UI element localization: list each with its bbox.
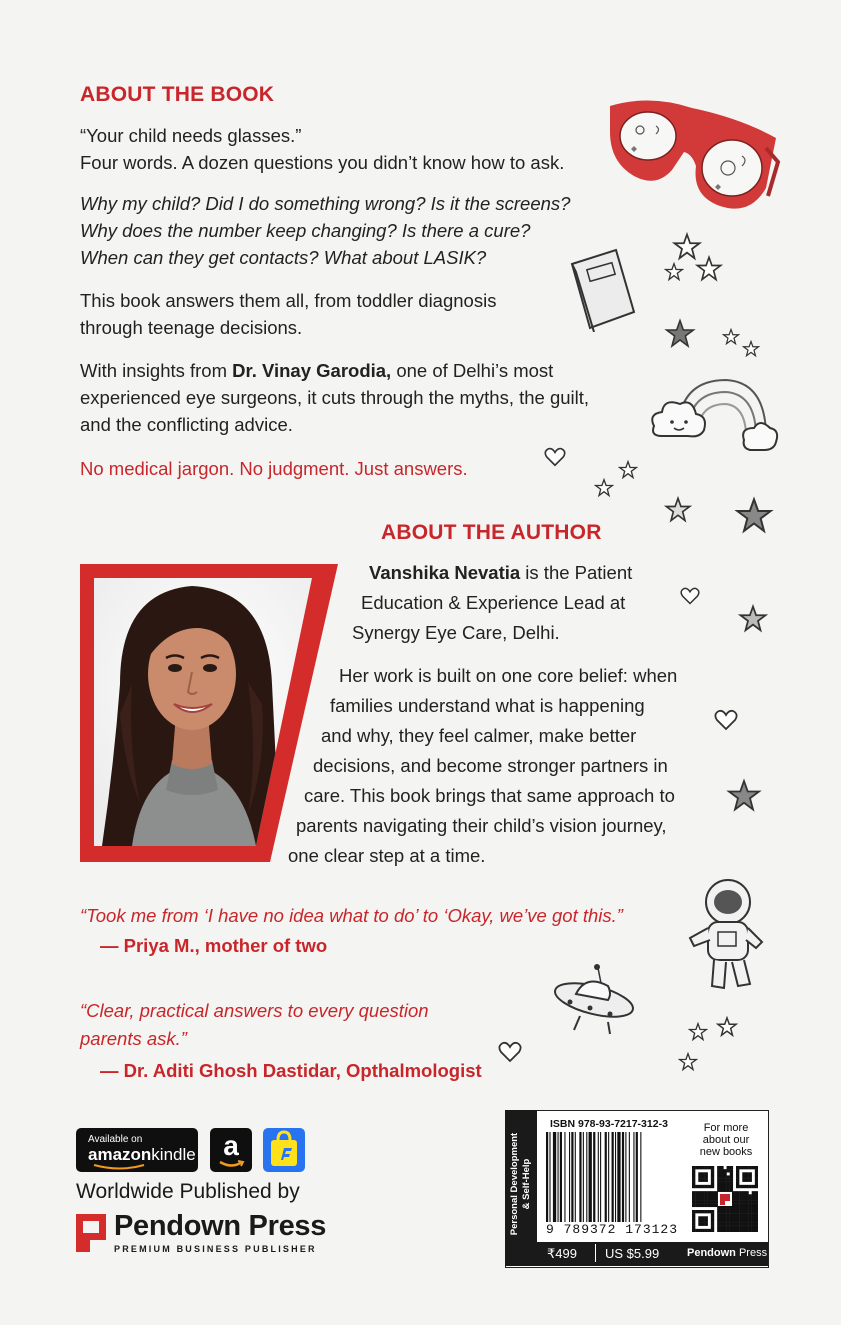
tagline: No medical jargon. No judgment. Just answers. — [80, 458, 468, 479]
barcode-digits: 9 789372 173123 — [546, 1222, 679, 1237]
testimonial-quote-2-line-1: “Clear, practical answers to every question — [80, 1000, 429, 1021]
price-divider — [595, 1244, 596, 1262]
author-para-line: and why, they feel calmer, make better — [321, 725, 637, 746]
more-books-text — [688, 1122, 764, 1158]
category-label — [509, 1118, 533, 1250]
star-icon — [664, 318, 696, 350]
insights-line-3: and the conflicting advice. — [80, 414, 293, 435]
isbn-text: ISBN 978-93-7217-312-3 — [550, 1118, 668, 1130]
about-book-heading: ABOUT THE BOOK — [80, 83, 275, 106]
intro-block — [80, 122, 640, 176]
star-icon — [738, 604, 768, 634]
isbn-barcode — [546, 1132, 674, 1222]
testimonial-quote-1: “Took me from ‘I have no idea what to do’ to ‘Okay, we’ve got this.” — [80, 905, 623, 926]
intro-line-2: Four words. A dozen questions you didn’t know how to ask. — [80, 152, 565, 173]
amazon-app-icon[interactable] — [210, 1128, 252, 1172]
ufo-doodle-icon — [546, 962, 636, 1038]
author-line-3: Synergy Eye Care, Delhi. — [352, 622, 560, 643]
insights-block — [80, 357, 640, 438]
price-inr: ₹499 — [547, 1246, 577, 1261]
publisher-tagline: PREMIUM BUSINESS PUBLISHER — [114, 1244, 317, 1254]
kindle-badge-small: Available on — [88, 1134, 143, 1145]
author-name: Vanshika Nevatia — [369, 562, 521, 583]
price-bar-publisher-rest: Press — [735, 1247, 768, 1259]
insights-doctor-name: Dr. Vinay Garodia, — [232, 360, 392, 381]
author-line-2: Education & Experience Lead at — [361, 592, 626, 613]
insights-line-1 — [80, 357, 640, 384]
red-glasses-icon — [600, 92, 784, 214]
kindle-brand-kindle: kindle — [151, 1145, 196, 1164]
price-usd: US $5.99 — [605, 1246, 660, 1261]
price-bar-publisher-bold: Pendown — [687, 1247, 736, 1259]
more-books-line: For more — [703, 1122, 749, 1134]
answers-block — [80, 287, 640, 341]
kindle-brand-amazon: amazon — [88, 1145, 152, 1164]
flipkart-app-icon[interactable] — [263, 1128, 305, 1172]
star-icon — [734, 496, 774, 536]
star-icon — [742, 340, 760, 358]
about-author-heading: ABOUT THE AUTHOR — [381, 521, 602, 544]
author-line-1-rest: is the Patient — [520, 562, 633, 583]
amazon-arrow-icon — [218, 1160, 246, 1168]
insights-pre: With insights from — [80, 360, 233, 381]
book-doodle-icon — [568, 246, 638, 332]
author-para-line: parents navigating their child’s vision journey, — [296, 815, 667, 836]
heart-icon — [498, 1040, 522, 1064]
question-line: When can they get contacts? What about LASIK? — [80, 247, 487, 268]
more-books-line: new books — [699, 1146, 753, 1158]
star-icon — [594, 478, 614, 498]
insights-line-2: experienced eye surgeons, it cuts through the myths, the guilt, — [80, 387, 590, 408]
rainbow-cloud-icon — [648, 374, 780, 458]
heart-icon — [680, 586, 700, 606]
publisher-name: Pendown Press — [114, 1210, 327, 1242]
heart-icon — [714, 708, 738, 732]
answers-line: through teenage decisions. — [80, 317, 303, 338]
star-icon — [664, 496, 692, 524]
star-icon — [695, 255, 723, 283]
pendown-logo-icon — [76, 1214, 106, 1257]
kindle-badge-brand — [88, 1145, 196, 1165]
star-icon — [716, 1016, 738, 1038]
testimonial-quote-2 — [80, 997, 560, 1053]
heart-icon — [544, 446, 566, 468]
author-para-line: decisions, and become stronger partners in — [313, 755, 668, 776]
category-line-2: & Self-Help — [521, 1158, 532, 1210]
more-books-line: about our — [702, 1134, 750, 1146]
author-para-line: families understand what is happening — [330, 695, 645, 716]
intro-line-1: “Your child needs glasses.” — [80, 125, 302, 146]
category-strip — [505, 1110, 537, 1266]
questions-block — [80, 190, 640, 271]
insights-post: one of Delhi’s most — [391, 360, 554, 381]
category-line-1: Personal Development — [509, 1132, 520, 1236]
star-icon — [722, 328, 740, 346]
question-line: Why does the number keep changing? Is there a cure? — [80, 220, 531, 241]
qr-code[interactable] — [692, 1166, 758, 1232]
price-bar-publisher — [687, 1247, 767, 1259]
testimonial-attribution-2: — Dr. Aditi Ghosh Dastidar, Opthalmologist — [100, 1060, 482, 1081]
flipkart-bag-icon — [263, 1128, 305, 1172]
astronaut-doodle-icon — [684, 876, 768, 996]
amazon-smile-icon — [92, 1164, 148, 1170]
author-line-1 — [369, 558, 632, 588]
amazon-letter: a — [223, 1130, 239, 1161]
worldwide-published-by: Worldwide Published by — [76, 1180, 300, 1203]
star-icon — [664, 262, 684, 282]
testimonial-quote-2-line-2: parents ask.” — [80, 1028, 187, 1049]
question-line: Why my child? Did I do something wrong? Is it the screens? — [80, 193, 571, 214]
star-icon — [726, 778, 762, 814]
star-icon — [688, 1022, 708, 1042]
author-para-line: one clear step at a time. — [288, 845, 486, 866]
star-icon — [678, 1052, 698, 1072]
star-icon — [618, 460, 638, 480]
testimonial-attribution-1: — Priya M., mother of two — [100, 935, 328, 956]
author-para-line: Her work is built on one core belief: when — [339, 665, 678, 686]
amazon-kindle-badge[interactable] — [76, 1128, 198, 1172]
price-bar — [537, 1242, 768, 1266]
author-para-line: care. This book brings that same approach to — [304, 785, 675, 806]
answers-line: This book answers them all, from toddler diagnosis — [80, 290, 497, 311]
